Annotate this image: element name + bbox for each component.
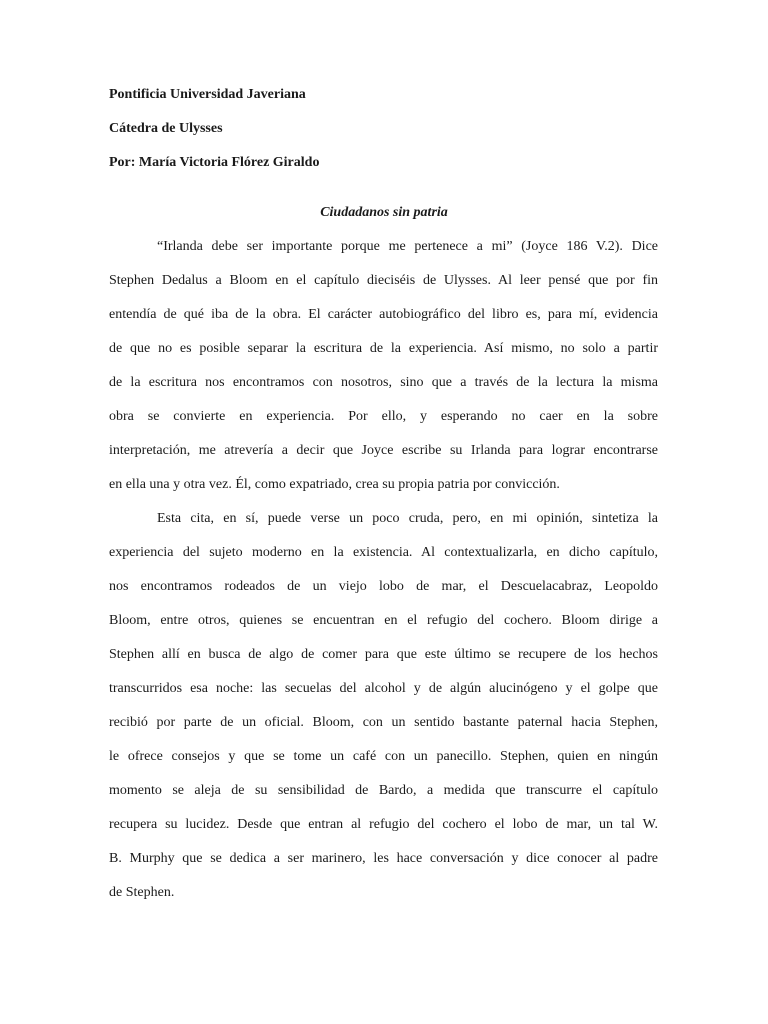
paragraph-line: en ella una y otra vez. Él, como expatriado, crea su propia patria por convicción.	[109, 477, 560, 492]
paragraph-line: momento se aleja de su sensibilidad de Bardo, a medida que transcurre el capítulo	[109, 783, 658, 798]
paragraph-line: de que no es posible separar la escritura de la experiencia. Así mismo, no solo a partir	[109, 341, 658, 356]
paragraph-line: recupera su lucidez. Desde que entran al refugio del cochero el lobo de mar, un tal W.	[109, 817, 658, 832]
paragraph-line: de Stephen.	[109, 885, 175, 900]
paragraph-line: interpretación, me atrevería a decir que Joyce escribe su Irlanda para lograr encontrarse	[109, 443, 658, 458]
author-line: Por: María Victoria Flórez Giraldo	[109, 155, 320, 170]
course-name: Cátedra de Ulysses	[109, 121, 223, 136]
paragraph-line: Stephen Dedalus a Bloom en el capítulo dieciséis de Ulysses. Al leer pensé que por fin	[109, 273, 658, 288]
paragraph-line: “Irlanda debe ser importante porque me pertenece a mi” (Joyce 186 V.2). Dice	[157, 239, 658, 254]
paragraph-line: B. Murphy que se dedica a ser marinero, les hace conversación y dice conocer al padre	[109, 851, 658, 866]
paragraph-line: Bloom, entre otros, quienes se encuentran en el refugio del cochero. Bloom dirige a	[109, 613, 658, 628]
essay-title: Ciudadanos sin patria	[320, 205, 448, 220]
paragraph-line: transcurridos esa noche: las secuelas del alcohol y de algún alucinógeno y el golpe que	[109, 681, 658, 696]
paragraph-line: entendía de qué iba de la obra. El carácter autobiográfico del libro es, para mí, evidencia	[109, 307, 658, 322]
paragraph-line: le ofrece consejos y que se tome un café con un panecillo. Stephen, quien en ningún	[109, 749, 658, 764]
paragraph-line: de la escritura nos encontramos con nosotros, sino que a través de la lectura la misma	[109, 375, 658, 390]
paragraph-line: Esta cita, en sí, puede verse un poco cruda, pero, en mi opinión, sintetiza la	[157, 511, 658, 526]
paragraph-line: obra se convierte en experiencia. Por ello, y esperando no caer en la sobre	[109, 409, 658, 424]
paragraph-line: recibió por parte de un oficial. Bloom, con un sentido bastante paternal hacia Stephen,	[109, 715, 658, 730]
paragraph-line: Stephen allí en busca de algo de comer para que este último se recupere de los hechos	[109, 647, 658, 662]
paragraph-line: nos encontramos rodeados de un viejo lobo de mar, el Descuelacabraz, Leopoldo	[109, 579, 658, 594]
paragraph-line: experiencia del sujeto moderno en la existencia. Al contextualizarla, en dicho capítulo,	[109, 545, 658, 560]
university-name: Pontificia Universidad Javeriana	[109, 87, 306, 102]
